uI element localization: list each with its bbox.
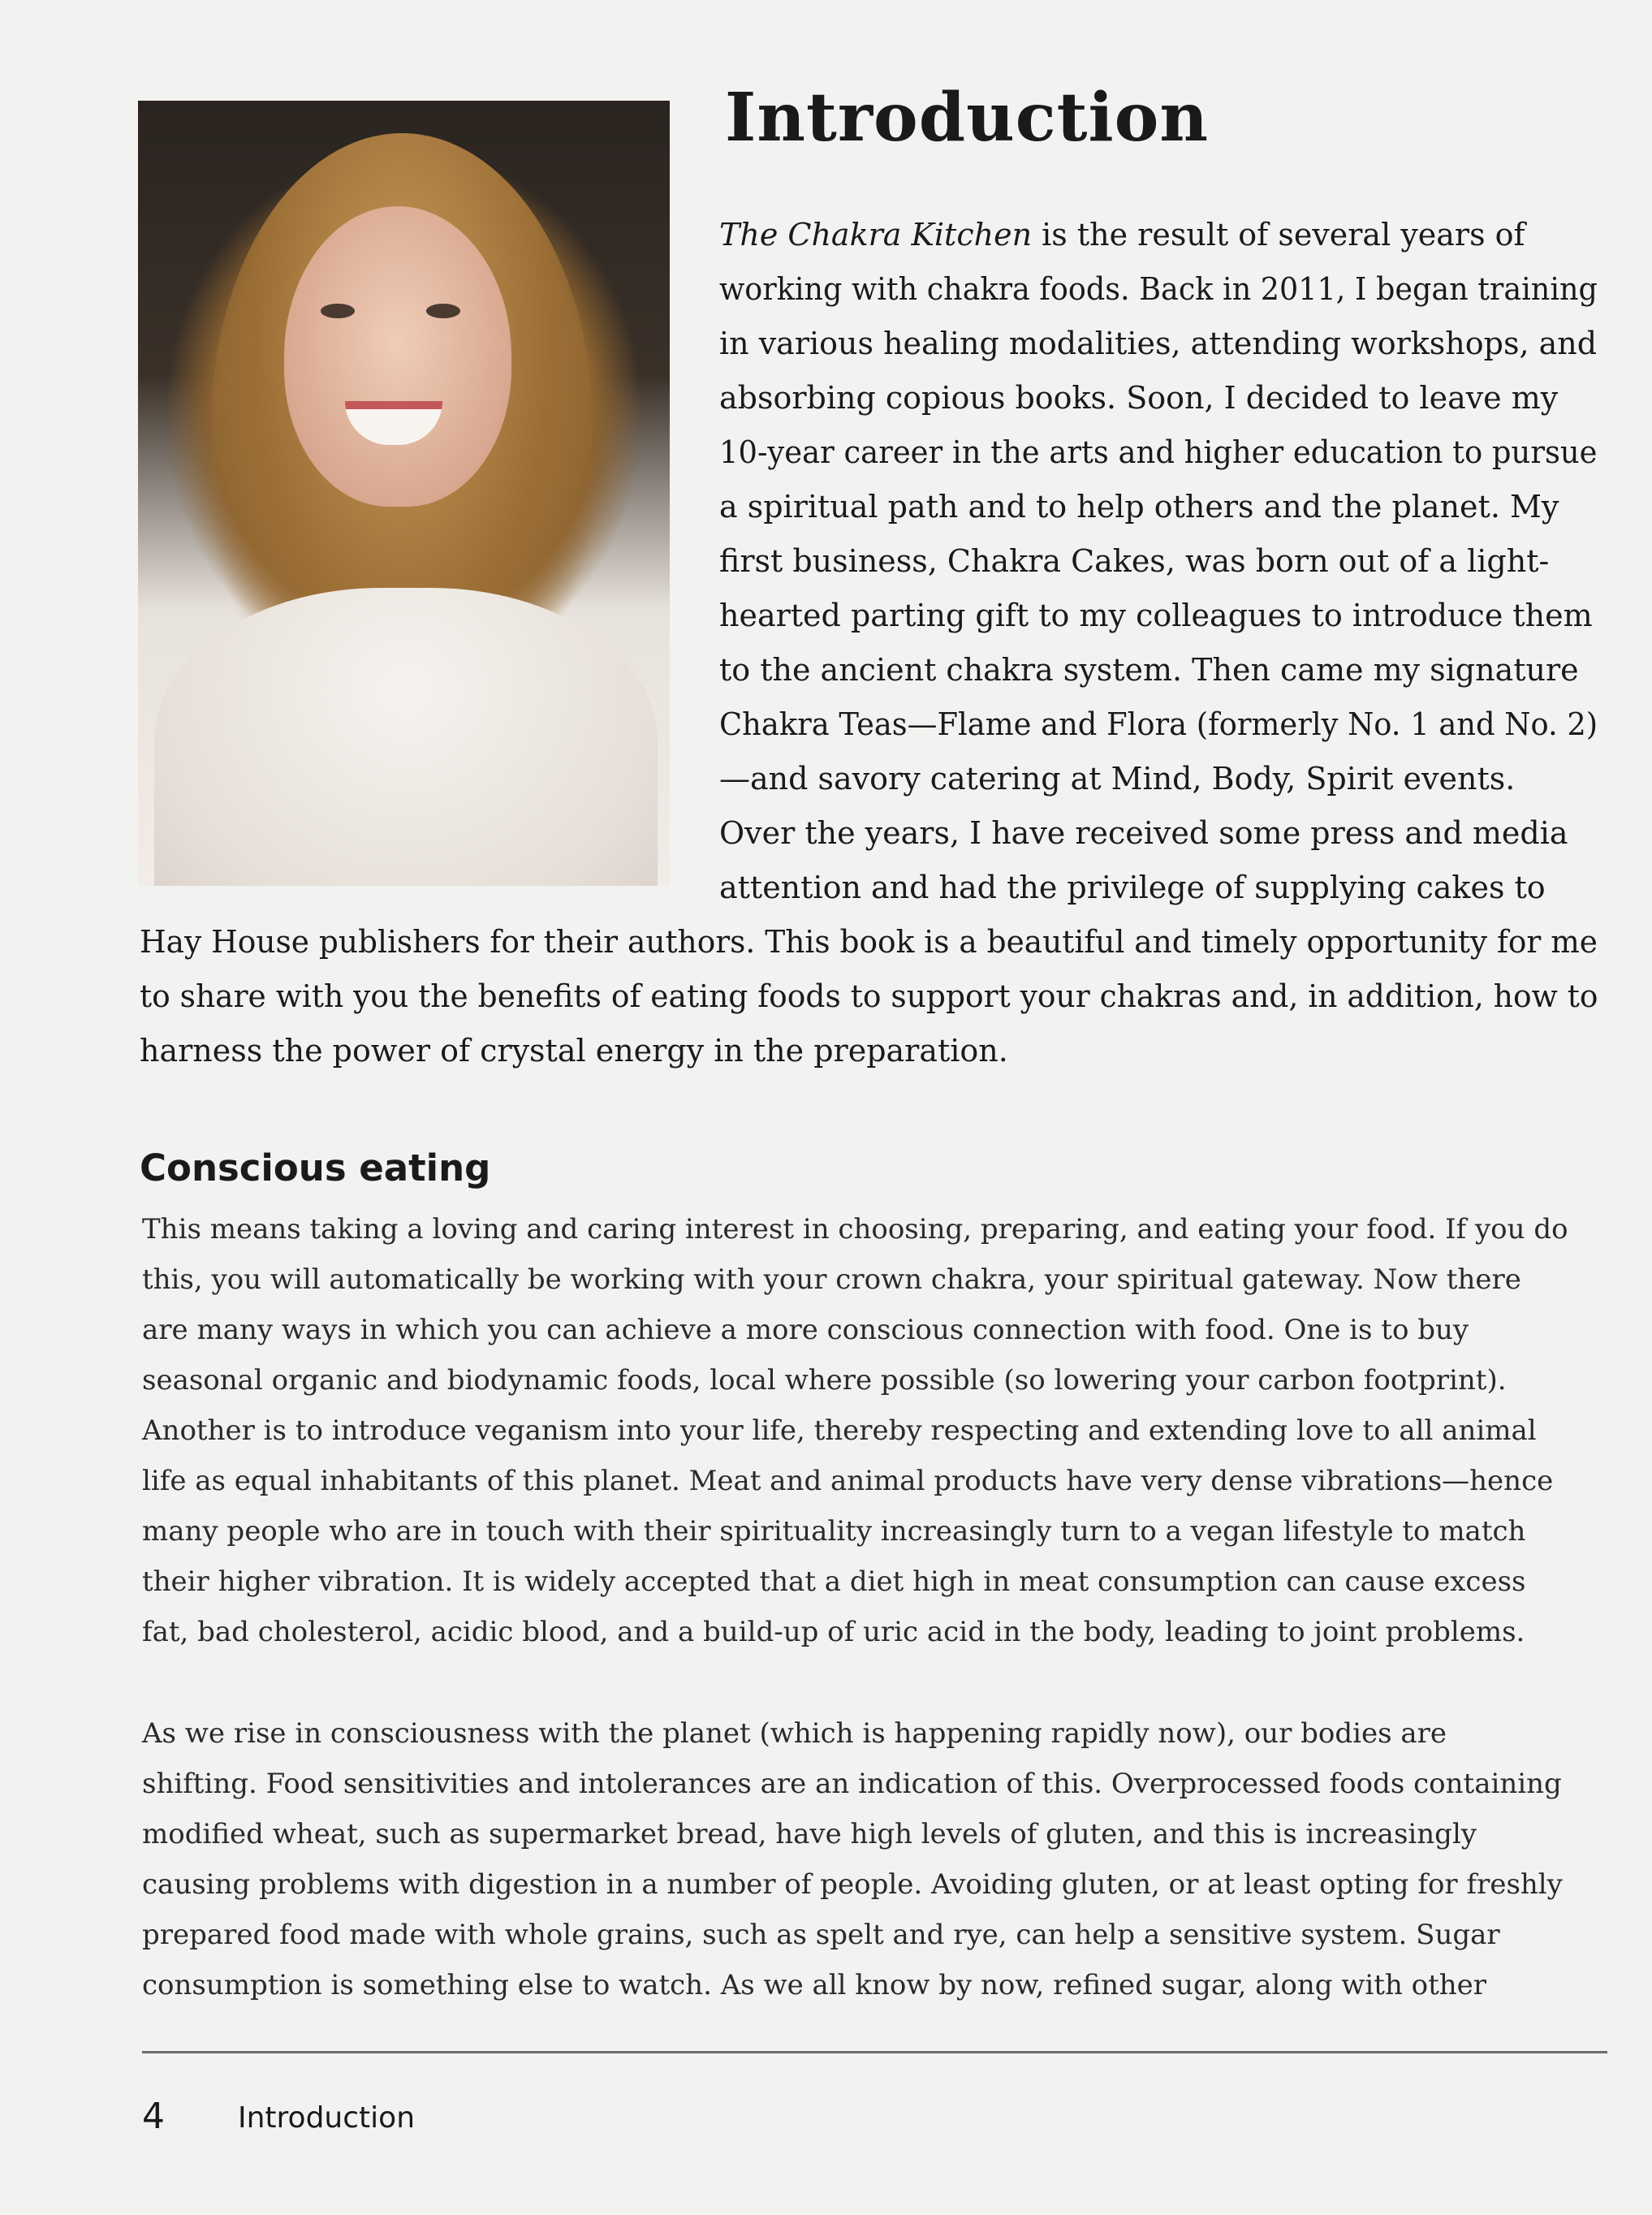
body-line: life as equal inhabitants of this planet. Meat and animal products have very dense vibrations—hence (142, 1465, 1554, 1497)
body-line: Another is to introduce veganism into your life, thereby respecting and extending love to all animal (142, 1414, 1537, 1447)
intro-line: absorbing copious books. Soon, I decided to leave my (719, 380, 1559, 416)
body-line: As we rise in consciousness with the planet (which is happening rapidly now), our bodies are (142, 1717, 1447, 1750)
page-title: Introduction (725, 79, 1209, 157)
intro-line: 10-year career in the arts and higher education to pursue (719, 434, 1598, 470)
body-line: shifting. Food sensitivities and intolerances are an indication of this. Overprocessed foods containing (142, 1768, 1562, 1800)
intro-line: first business, Chakra Cakes, was born out of a light- (719, 543, 1550, 579)
body-line: consumption is something else to watch. As we all know by now, refined sugar, along with other (142, 1969, 1487, 2001)
intro-line: —and savory catering at Mind, Body, Spirit events. (719, 761, 1516, 797)
photo-shirt (154, 588, 658, 886)
intro-line: to share with you the benefits of eating foods to support your chakras and, in addition, how to (140, 978, 1598, 1014)
author-photo (138, 101, 670, 886)
body-line: their higher vibration. It is widely accepted that a diet high in meat consumption can cause excess (142, 1565, 1526, 1598)
intro-line: harness the power of crystal energy in the preparation. (140, 1033, 1008, 1069)
body-line: are many ways in which you can achieve a more conscious connection with food. One is to buy (142, 1314, 1469, 1346)
photo-face (284, 206, 511, 507)
body-line: many people who are in touch with their spirituality increasingly turn to a vegan lifestyle to match (142, 1515, 1526, 1548)
intro-line: a spiritual path and to help others and the planet. My (719, 489, 1559, 525)
photo-eye-right (426, 304, 460, 318)
intro-line: in various healing modalities, attending workshops, and (719, 326, 1598, 361)
body-line: fat, bad cholesterol, acidic blood, and a build-up of uric acid in the body, leading to joint problems. (142, 1616, 1525, 1648)
intro-line: hearted parting gift to my colleagues to introduce them (719, 598, 1593, 633)
body-line: seasonal organic and biodynamic foods, local where possible (so lowering your carbon footprint). (142, 1364, 1507, 1397)
body-line: causing problems with digestion in a number of people. Avoiding gluten, or at least opting for freshly (142, 1868, 1563, 1901)
intro-line: attention and had the privilege of supplying cakes to (719, 870, 1546, 905)
intro-line: working with chakra foods. Back in 2011, I began training (719, 271, 1598, 307)
intro-line: The Chakra Kitchen is the result of several years of (719, 217, 1525, 253)
page-number: 4 (142, 2096, 165, 2137)
body-line: this, you will automatically be working with your crown chakra, your spiritual gateway. Now there (142, 1263, 1521, 1296)
intro-line: Hay House publishers for their authors. This book is a beautiful and timely opportunity for me (140, 924, 1598, 960)
photo-eye-left (321, 304, 355, 318)
body-line: prepared food made with whole grains, such as spelt and rye, can help a sensitive system. Sugar (142, 1919, 1500, 1951)
body-line: modified wheat, such as supermarket bread, have high levels of gluten, and this is increasingly (142, 1818, 1477, 1850)
footer-rule (142, 2051, 1607, 2053)
body-line: This means taking a loving and caring interest in choosing, preparing, and eating your food. If you do (142, 1213, 1568, 1246)
intro-line: Chakra Teas—Flame and Flora (formerly No. 1 and No. 2) (719, 706, 1598, 742)
book-title-italic: The Chakra Kitchen (719, 217, 1033, 253)
intro-line: to the ancient chakra system. Then came my signature (719, 652, 1579, 688)
section-heading: Conscious eating (140, 1146, 491, 1190)
intro-line: Over the years, I have received some press and media (719, 815, 1568, 851)
footer-section-label: Introduction (238, 2101, 416, 2135)
